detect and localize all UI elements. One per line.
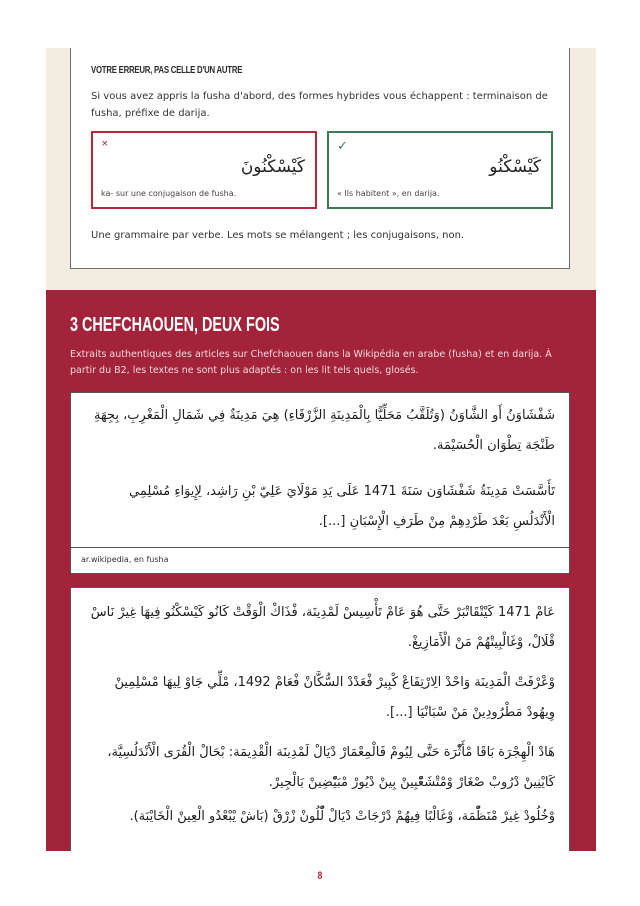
fusha-excerpt-panel	[70, 392, 570, 548]
note-title: VOTRE ERREUR, PAS CELLE D'UN AUTRE	[91, 65, 243, 76]
section-title: 3 CHEFCHAOUEN, DEUX FOIS	[70, 314, 280, 336]
check-icon: ✓	[337, 139, 348, 154]
grammar-note-box	[70, 48, 570, 269]
darija-paragraph: هَادْ الْهِجْرَة بَاقَا مْأَثّْرَة حَتَّى لِيُومْ فَالْمِعْمَارْ دْيَالْ لَمْدِينَة الْقْدِيمَة: بْحَالْ الْقُرَى الْأَنْدَلُسِيَّة، كَايْنِينْ دْرُوبْ صْغَارْ وْمْتْشَعّْبِينْ بِينْ دْيُورْ مْبَيّْضِينْ بَالْجِيرْ.	[107, 745, 555, 790]
note-intro: Si vous avez appris la fusha d'abord, des formes hybrides vous échappent : terminaison de fusha, préfixe de darija.	[91, 91, 548, 119]
wrong-form-caption: ka- sur une conjugaison de fusha.	[101, 189, 237, 198]
right-form-card	[327, 131, 553, 209]
wrong-form-card	[91, 131, 317, 209]
fusha-paragraph: شَفْشَاوَنُ أَو الشَّاوَنُ (وَتُلَقَّبُ مَحَلِّيًّا بِالْمَدِينَةِ الزَّرْقَاءِ) هِيَ مَدِينَةٌ فِي شَمَالِ الْمَغْرِبِ، بِجِهَةِ طَنْجَة تِطْوَان الْحُسَيْمَة.	[93, 408, 555, 453]
right-form-caption: « Ils habitent », en darija.	[337, 189, 440, 198]
darija-paragraph: عَامْ 1471 كَيْتْقَاتْبَرْ حَتَّى هُوَ عَامْ تَأْسِيسْ لَمْدِينَة، فْذَاكْ الْوَقْتْ كَانُو كَيْسْكْنُو فِيهَا غِيرْ نَاسْ قْلَالْ، وْغَالْبِيتْهُمْ مَنْ الْأَمَازِيغْ.	[90, 605, 555, 650]
page-number: 8	[317, 870, 323, 882]
darija-excerpt-panel	[70, 587, 570, 851]
top-band	[46, 48, 596, 290]
darija-paragraph: وْعْرْفَتْ الْمَدِينَة وَاحْدْ الِارْتِفَاعْ كْبِيرْ فْعَدْدْ السُّكَّانْ فْعَامْ 1492، مْلِّي جَاوْ لِيهَا مْسْلِمِينْ وِيهُودْ مَطْرُودِينْ مَنْ سْبَانْيَا [...].	[114, 675, 555, 720]
section-intro: Extraits authentiques des articles sur Chefchaouen dans la Wikipédia en arabe (fusha) et en darija. À partir du B2, les textes ne sont plus adaptés : on les lit tels quels, glosés.	[70, 349, 552, 376]
right-form-word: كَيْسْكْنُو	[489, 157, 541, 177]
cross-icon: ×	[101, 139, 109, 149]
wrong-form-word: كَيْسْكْنُونَ	[240, 157, 305, 177]
darija-paragraph: وْخُلُودْ غِيرْ مْنَظّْمَة، وْغَالْبًا فِيهُمْ دْرْجَاتْ دْيَالْ لّْلُونْ زْرْقْ (بَاشْ يْبْعْدُو الْعِينْ الْخَايْبَة).	[129, 809, 555, 824]
fusha-paragraph: تَأَسَّسَتْ مَدِينَةُ شَفْشَاوَن سَنَةَ 1471 عَلَى يَدِ مَوْلَايَ عَلِيّ بْنِ رَاشِد، لِإِيوَاءِ مُسْلِمِي الْأَنْدَلُسِ بَعْدَ طَرْدِهِمْ مِنْ طَرَفِ الْإِسْبَانِ [...].	[129, 484, 555, 529]
note-footer: Une grammaire par verbe. Les mots se mélangent ; les conjugaisons, non.	[91, 230, 465, 241]
section-chefchaouen	[46, 290, 596, 851]
fusha-source-label: ar.wikipedia, en fusha	[70, 548, 570, 574]
